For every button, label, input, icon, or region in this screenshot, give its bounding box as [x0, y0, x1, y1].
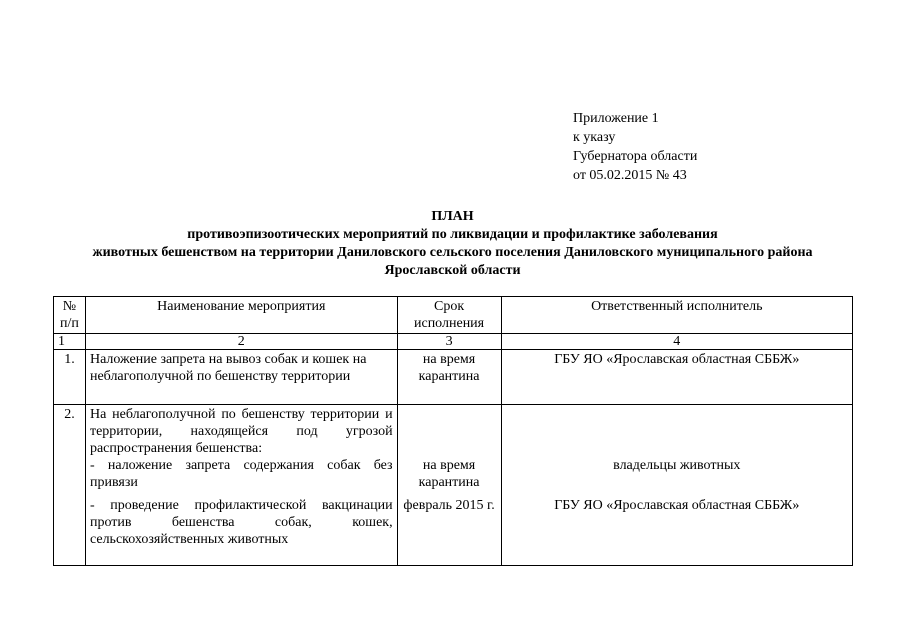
row-term: на время карантина — [397, 350, 501, 405]
header-term: Срок исполнения — [397, 297, 501, 334]
table-row — [54, 405, 853, 566]
column-number: 4 — [501, 334, 852, 350]
row-name-text: Наложение запрета на вывоз собак и кошек на неблагополучной по бешенству территории — [89, 352, 367, 384]
column-number: 3 — [397, 334, 501, 350]
column-number: 2 — [85, 334, 397, 350]
row-item-name: - проведение профилактической вакцинации против бешенства собак, кошек, сельскохозяйственных животных — [89, 498, 393, 547]
row-item-executor: владельцы животных — [613, 458, 741, 473]
row-spacer — [90, 385, 393, 403]
document-title: ПЛАН — [431, 209, 474, 224]
header-name: Наименование мероприятия — [85, 297, 397, 334]
document-heading — [40, 208, 865, 280]
annex-block — [573, 109, 697, 185]
table-row — [54, 350, 853, 405]
document-subtitle-line: животных бешенством на территории Даниловского сельского поселения Даниловского муниципального района — [92, 245, 813, 260]
row-executor: ГБУ ЯО «Ярославская областная СББЖ» — [501, 350, 852, 405]
annex-date-line: от 05.02.2015 № 43 — [573, 168, 687, 183]
plan-table — [53, 296, 853, 566]
column-number-row — [54, 334, 853, 350]
annex-line: Губернатора области — [573, 149, 698, 164]
row-item-name: - наложение запрета содержания собак без привязи — [89, 458, 393, 490]
row-num: 2. — [54, 405, 86, 566]
row-spacer — [90, 548, 393, 564]
annex-line: Приложение 1 — [573, 111, 659, 126]
row-name — [85, 350, 397, 405]
row-item-term: на время карантина — [418, 458, 480, 490]
row-intro-text: На неблагополучной по бешенству территории и территории, находящейся под угрозой распространения бешенства: — [89, 407, 393, 456]
row-executor — [501, 405, 852, 566]
header-executor: Ответственный исполнитель — [501, 297, 852, 334]
row-name — [85, 405, 397, 566]
row-term — [397, 405, 501, 566]
row-item-executor: ГБУ ЯО «Ярославская областная СББЖ» — [554, 498, 800, 513]
cell-spacer — [402, 406, 497, 457]
document-subtitle-line: противоэпизоотических мероприятий по ликвидации и профилактике заболевания — [187, 227, 718, 242]
annex-line: к указу — [573, 130, 616, 145]
cell-spacer — [506, 406, 848, 457]
table-header-row — [54, 297, 853, 334]
document-subtitle-line: Ярославской области — [384, 263, 521, 278]
cell-spacer — [506, 474, 848, 497]
column-number: 1 — [54, 334, 86, 350]
row-num: 1. — [54, 350, 86, 405]
row-item-term: февраль 2015 г. — [403, 498, 495, 513]
header-num: № п/п — [54, 297, 86, 334]
